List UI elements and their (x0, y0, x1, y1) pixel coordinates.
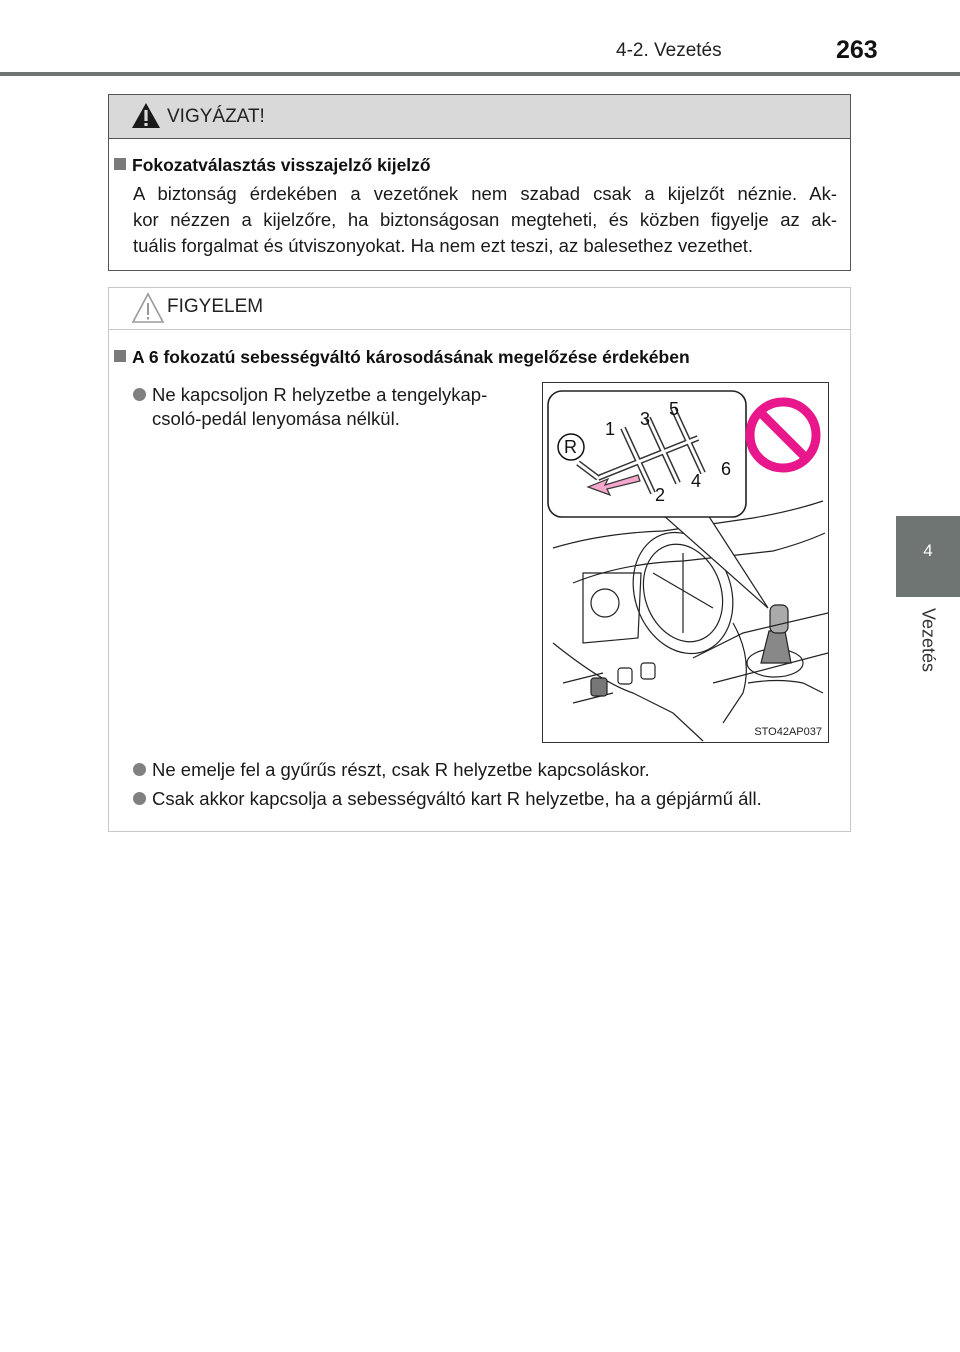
gearshift-illustration (542, 382, 829, 743)
notice-bullet-1 (133, 383, 528, 431)
bullet-1-line-2: csoló-pedál lenyomása nélkül. (152, 408, 400, 429)
warning-body (133, 181, 837, 259)
gear-label-3: 3 (640, 409, 651, 429)
header-section-title: 4-2. Vezetés (616, 40, 722, 61)
gear-label-6: 6 (721, 459, 732, 479)
page-number: 263 (836, 36, 878, 64)
gear-label-1: 1 (605, 419, 616, 439)
notice-heading: A 6 fokozatú sebességváltó károsodásának megelőzése érdekében (114, 347, 690, 368)
gear-label-2: 2 (655, 485, 666, 505)
caution-triangle-icon (131, 292, 165, 324)
gearshift-drawing (543, 383, 828, 742)
bullet-1-line-1: Ne kapcsoljon R helyzetbe a tengelykap- (152, 384, 488, 405)
notice-bullet-2: Ne emelje fel a gyűrűs részt, csak R helyzetbe kapcsoláskor. (133, 758, 838, 782)
notice-header (109, 288, 850, 330)
gear-label-5: 5 (669, 399, 680, 419)
gear-label-r: R (564, 437, 577, 457)
square-bullet-icon (114, 350, 126, 362)
chapter-name: Vezetés (918, 607, 939, 673)
warning-triangle-icon (131, 102, 161, 129)
warning-line: tuális forgalmat és útviszonyokat. Ha nem ezt teszi, az balesethez vezethet. (133, 235, 754, 256)
chapter-tab[interactable]: 4 (896, 516, 960, 597)
square-bullet-icon (114, 158, 126, 170)
notice-bullet-3: Csak akkor kapcsolja a sebességváltó kart R helyzetbe, ha a gépjármű áll. (133, 787, 843, 811)
gear-label-4: 4 (691, 471, 702, 491)
warning-line: kor nézzen a kijelzőre, ha biztonságosan megteheti, és közben figyelje az ak- (133, 209, 837, 230)
no-entry-icon (750, 402, 816, 468)
warning-line: A biztonság érdekében a vezetőnek nem szabad csak a kijelzőt néznie. Ak- (133, 183, 837, 204)
header-rule (0, 72, 960, 76)
figure-code: STO42AP037 (754, 726, 822, 738)
warning-header (109, 95, 850, 139)
warning-heading: Fokozatválasztás visszajelző kijelző (114, 155, 431, 176)
notice-label: FIGYELEM (167, 296, 264, 317)
warning-label: VIGYÁZAT! (167, 106, 265, 127)
round-bullet-icon (133, 388, 146, 401)
round-bullet-icon (133, 763, 146, 776)
round-bullet-icon (133, 792, 146, 805)
